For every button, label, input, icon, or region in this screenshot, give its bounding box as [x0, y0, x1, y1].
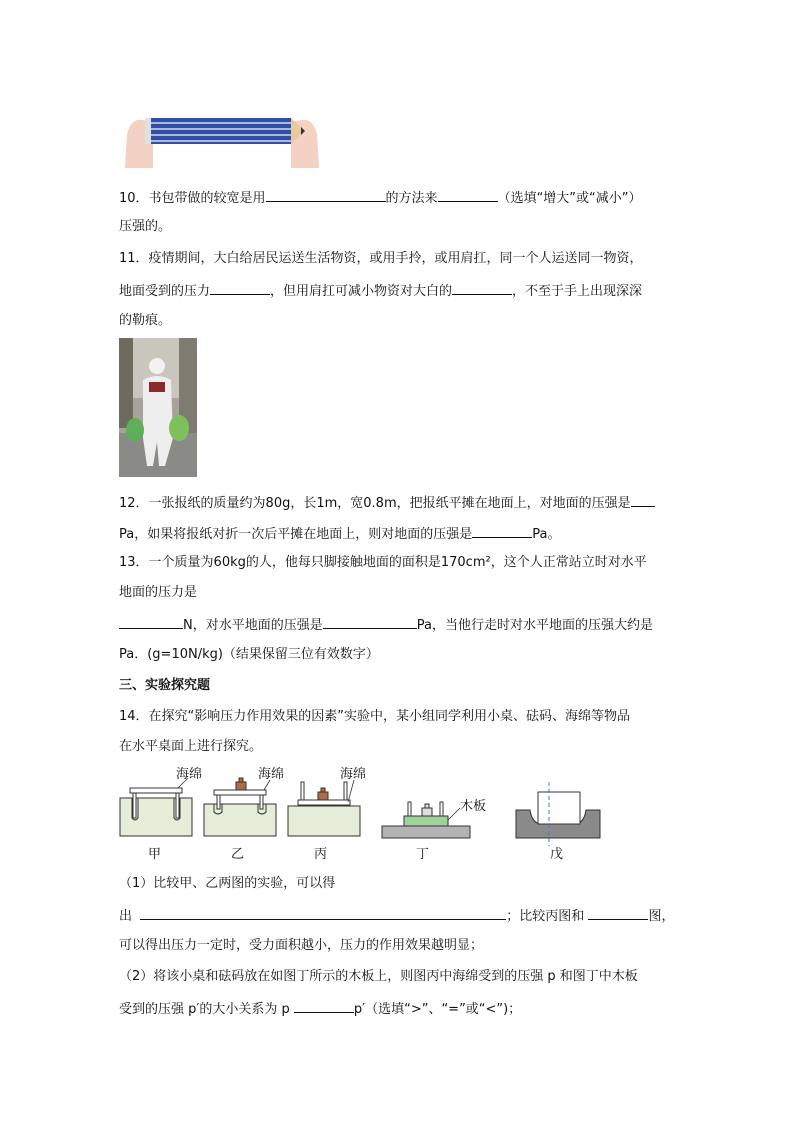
q14-sub2-line1: （2）将该小桌和砝码放在如图丁所示的木板上，则图丙中海绵受到的压强 p 和图丁中木板	[119, 969, 638, 984]
q12-text-b: Pa，如果将报纸对折一次后平摊在地面上，则对地面的压强是	[119, 527, 473, 542]
label-sponge-3: 海绵	[340, 767, 367, 782]
q13-line4: Pa．(g=10N/kg)（结果保留三位有效数字）	[119, 647, 379, 662]
q14-line1: 14．在探究“影响压力作用效果的因素”实验中，某小组同学利用小桌、砝码、海绵等物品	[119, 709, 631, 724]
q13-line1: 13．一个质量为60kg的人，他每只脚接触地面的面积是170cm²，这个人正常站立时对水平	[119, 555, 647, 570]
q14-sub1-text-b: ；比较丙图和	[506, 909, 585, 924]
q10-line2: 压强的。	[119, 219, 172, 234]
label-wu: 戊	[550, 847, 564, 862]
q14-line2: 在水平桌面上进行探究。	[119, 739, 263, 754]
label-bing: 丙	[314, 847, 328, 862]
label-sponge-1: 海绵	[176, 767, 203, 782]
q11-blank-2[interactable]	[452, 280, 512, 295]
figure-yi	[204, 767, 284, 836]
label-sponge-2: 海绵	[258, 767, 285, 782]
label-ding: 丁	[416, 847, 430, 862]
figure-bing	[288, 767, 366, 836]
q14-sub1-text-a: 出	[119, 909, 133, 924]
figure-jia	[120, 767, 202, 836]
q13-text-b: Pa，当他行走时对水平地面的压强大约是	[416, 618, 653, 633]
q14-blank-3[interactable]	[294, 998, 354, 1013]
label-yi: 乙	[231, 847, 245, 862]
q14-blank-2[interactable]	[588, 905, 648, 920]
figure-wu	[516, 782, 600, 846]
worker-photo	[119, 338, 197, 477]
q12-blank-1[interactable]	[631, 492, 655, 507]
q10-text-b: 的方法来	[385, 191, 438, 206]
q10-text-c: （选填“增大”或“减小”）	[497, 191, 642, 206]
q13-text-a: N，对水平地面的压强是	[183, 618, 323, 633]
q10-line1	[119, 187, 642, 209]
q14-sub1-text-c: 图，	[648, 909, 675, 924]
q14-sub2-text-a: 受到的压强 p′的大小关系为 p	[119, 1002, 290, 1017]
pencil-photo	[119, 112, 325, 170]
q11-text-b: ，但用肩扛可减小物资对大白的	[270, 284, 453, 299]
q14-sub1-line2	[119, 905, 674, 927]
q13-blank-2[interactable]	[323, 614, 417, 629]
q12-text-c: Pa。	[532, 527, 561, 542]
q11-line3: 的勒痕。	[119, 313, 172, 328]
label-jia: 甲	[148, 847, 162, 862]
q12-text-a: 12．一张报纸的质量约为80g，长1m，宽0.8m，把报纸平摊在地面上，对地面的压强是	[119, 496, 631, 511]
q14-sub1-line1: （1）比较甲、乙两图的实验，可以得	[119, 876, 336, 891]
q12-blank-2[interactable]	[472, 523, 532, 538]
q13-blank-1[interactable]	[119, 614, 183, 629]
q14-sub1-line3: 可以得出压力一定时，受力面积越小，压力的作用效果越明显；	[119, 938, 484, 953]
q12-line1	[119, 492, 655, 514]
q13-line3	[119, 614, 653, 636]
section-heading: 三、实验探究题	[119, 678, 211, 693]
q11-line1: 11．疫情期间，大白给居民运送生活物资，或用手拎，或用肩扛，同一个人运送同一物资，	[119, 251, 643, 266]
q11-blank-1[interactable]	[210, 280, 270, 295]
q10-blank-1[interactable]	[266, 187, 386, 202]
q12-line2	[119, 523, 560, 545]
q10-text-a: 10．书包带做的较宽是用	[119, 191, 266, 206]
q13-line2: 地面的压力是	[119, 585, 198, 600]
figure-ding	[382, 798, 486, 838]
experiment-figure	[118, 764, 608, 864]
q14-sub2-line2	[119, 998, 521, 1020]
label-board: 木板	[460, 799, 487, 814]
q10-blank-2[interactable]	[438, 187, 498, 202]
q14-blank-1[interactable]	[140, 905, 506, 920]
q11-text-c: ，不至于手上出现深深	[512, 284, 643, 299]
q11-text-a: 地面受到的压力	[119, 284, 211, 299]
q11-line2	[119, 280, 642, 302]
q14-sub2-text-b: p′（选填“>”、“=”或“<”)；	[353, 1002, 522, 1017]
